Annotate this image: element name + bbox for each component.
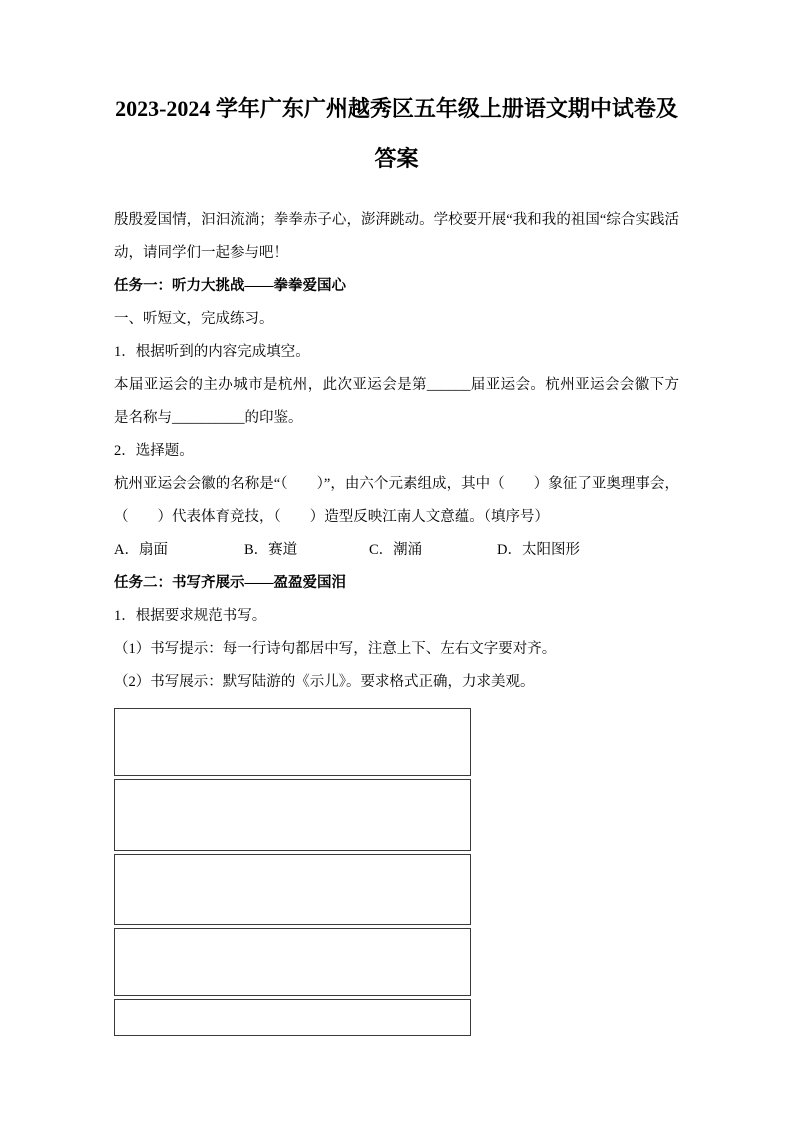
writing-question-label: 1．根据要求规范书写。 — [114, 608, 267, 624]
choice-option-b: B．赛道 — [244, 542, 298, 558]
writing-box-row — [114, 708, 471, 776]
intro-paragraph: 殷殷爱国情，汩汩流淌；拳拳赤子心，澎湃跳动。学校要开展“我和我的祖国“综合实践活动，请同学们一起参与吧！ — [114, 212, 679, 261]
page-title: 2023-2024 学年广东广州越秀区五年级上册语文期中试卷及答案 — [115, 96, 678, 171]
question2-text: 杭州亚运会会徽的名称是“（ ）”，由六个元素组成，其中（ ）象征了亚奥理事会，（ ）代表体育竞技，（ ）造型反映江南人文意蕴。（填序号） — [114, 476, 679, 525]
writing-tip-text: （1）书写提示：每一行诗句都居中写，注意上下、左右文字要对齐。 — [114, 641, 557, 657]
writing-show-text: （2）书写展示：默写陆游的《示儿》。要求格式正确，力求美观。 — [114, 674, 535, 690]
choice-option-d: D．太阳图形 — [497, 542, 580, 558]
writing-box-row — [114, 928, 471, 996]
writing-grid — [114, 708, 471, 1036]
choice-option-c: C．潮涌 — [369, 542, 423, 558]
section1-heading: 一、听短文，完成练习。 — [114, 311, 274, 327]
writing-box-row — [114, 779, 471, 851]
writing-box-row — [114, 854, 471, 925]
task2-heading: 任务二：书写齐展示——盈盈爱国泪 — [114, 575, 346, 591]
writing-box-row — [114, 999, 471, 1036]
question1-fill-blank-text: 本届亚运会的主办城市是杭州，此次亚运会是第______届亚运会。杭州亚运会会徽下方是名称与__________的印鉴。 — [114, 377, 679, 426]
task1-heading: 任务一：听力大挑战——拳拳爱国心 — [114, 278, 346, 294]
choice-option-a: A．扇面 — [114, 542, 168, 558]
question1-label: 1．根据听到的内容完成填空。 — [114, 344, 310, 360]
choice-options-row — [114, 534, 679, 567]
question2-label: 2．选择题。 — [114, 443, 194, 459]
